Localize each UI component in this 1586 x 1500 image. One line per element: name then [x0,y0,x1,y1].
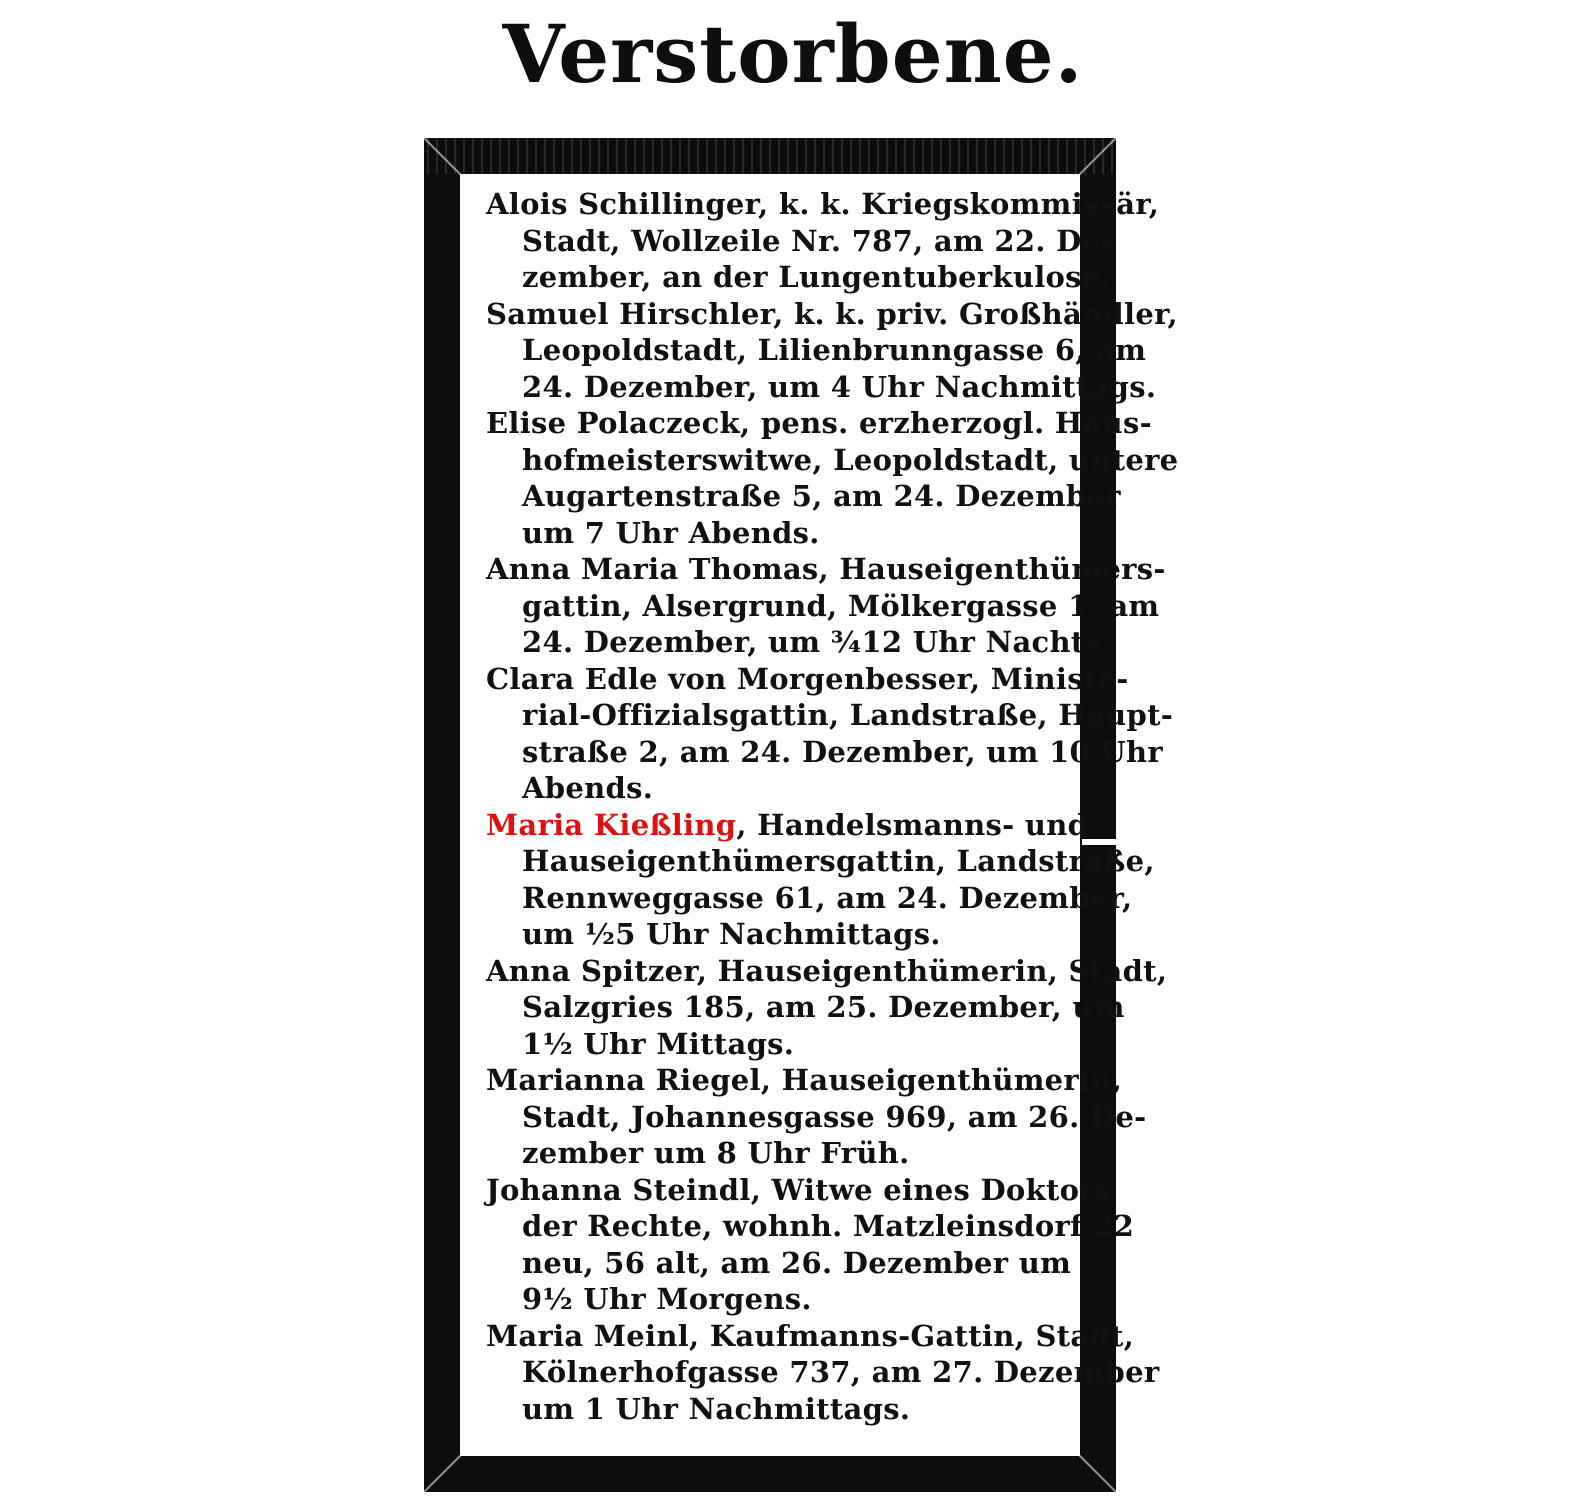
entry-line: zember, an der Lungentuberkulose. [522,260,1111,294]
obituary-entry [486,296,1178,406]
deceased-name: Johanna Steindl [486,1172,751,1207]
deceased-name: Elise Polaczeck [486,406,741,440]
entry-text: , Hauseigenthümerin, [760,1063,1123,1097]
entry-text: , Handelsmanns- und [736,807,1089,842]
obituary-entry [486,405,1179,551]
entry-text: , Ministe- [970,661,1129,696]
obituary-entry [486,807,1155,953]
entry-text: , Witwe eines Doktors [750,1172,1112,1207]
highlighted-name: Maria Kießling [486,807,737,842]
entry-first-line [486,953,1168,990]
entry-line: der Rechte, wohnh. Matzleinsdorf 22 [522,1209,1135,1243]
frame-texture [424,138,1116,174]
entry-line: 9½ Uhr Morgens. [522,1282,812,1316]
entry-line: straße 2, am 24. Dezember, um 10 Uhr [522,734,1163,769]
entry-first-line [486,551,1166,588]
entry-line: 1½ Uhr Mittags. [522,1026,795,1061]
entry-line: gattin, Alsergrund, Mölkergasse 1, am [522,588,1160,623]
entry-first-line [486,1172,1112,1209]
entry-line: Leopoldstadt, Lilienbrunngasse 6, am [522,333,1147,367]
entry-first-line [486,807,1089,844]
entry-first-line [486,296,1178,333]
entry-line: um 1 Uhr Nachmittags. [522,1391,911,1426]
entry-line: um 7 Uhr Abends. [522,515,820,550]
entry-line: Kölnerhofgasse 737, am 27. Dezember [522,1355,1160,1389]
deceased-name: Maria Meinl [486,1318,690,1353]
entry-line: Stadt, Johannesgasse 969, am 26. De- [522,1099,1147,1134]
entry-first-line [486,405,1153,442]
obituary-list [486,186,1179,1427]
deceased-name: Anna Spitzer [486,953,697,988]
frame-corner [424,1455,461,1492]
entry-first-line [486,186,1160,223]
entry-line: Salzgries 185, am 25. Dezember, um [522,990,1125,1024]
entry-line: hofmeisterswitwe, Leopoldstadt, untere [522,442,1179,477]
entry-first-line [486,1318,1135,1355]
obituary-entry [486,551,1166,661]
entry-line: neu, 56 alt, am 26. Dezember um [522,1245,1072,1280]
entry-line: 24. Dezember, um 4 Uhr Nachmittags. [522,369,1157,404]
entry-line: Augartenstraße 5, am 24. Dezember [522,479,1121,513]
entry-text: , Hauseigenthümers- [818,552,1166,586]
entry-line: 24. Dezember, um ¾12 Uhr Nachts. [522,625,1112,659]
deceased-name: Samuel Hirschler [486,296,774,331]
entry-line: Rennweggasse 61, am 24. Dezember, [522,880,1133,915]
entry-text: , k. k. Kriegskommissär, [758,187,1160,221]
page-title: Verstorbene. [502,7,1084,101]
deceased-name: Clara Edle von Morgenbesser [486,661,971,696]
obituary-entry [486,953,1168,1063]
obituary-entry [486,1318,1160,1428]
deceased-name: Alois Schillinger [486,187,759,221]
entry-line: um ½5 Uhr Nachmittags. [522,917,941,951]
deceased-name: Anna Maria Thomas [486,552,819,586]
frame-corner [1079,1455,1116,1492]
entry-line: Abends. [522,771,654,805]
obituary-entry [486,186,1160,296]
entry-line: Hauseigenthümersgattin, Landstraße, [522,844,1155,878]
entry-line: Stadt, Wollzeile Nr. 787, am 22. De- [522,223,1113,258]
obituary-entry [486,661,1174,807]
entry-line: rial-Offizialsgattin, Landstraße, Haupt- [522,698,1174,732]
entry-text: , pens. erzherzogl. Haus- [740,406,1153,440]
entry-first-line [486,661,1129,698]
entry-text: , Hauseigenthümerin, Stadt, [696,953,1168,988]
entry-text: , Kaufmanns-Gattin, Stadt, [689,1318,1135,1353]
obituary-entry [486,1172,1135,1318]
entry-line: zember um 8 Uhr Früh. [522,1136,910,1170]
entry-text: , k. k. priv. Großhändler, [773,296,1178,331]
entry-first-line [486,1062,1123,1099]
obituary-entry [486,1062,1147,1172]
deceased-name: Marianna Riegel [486,1063,761,1097]
